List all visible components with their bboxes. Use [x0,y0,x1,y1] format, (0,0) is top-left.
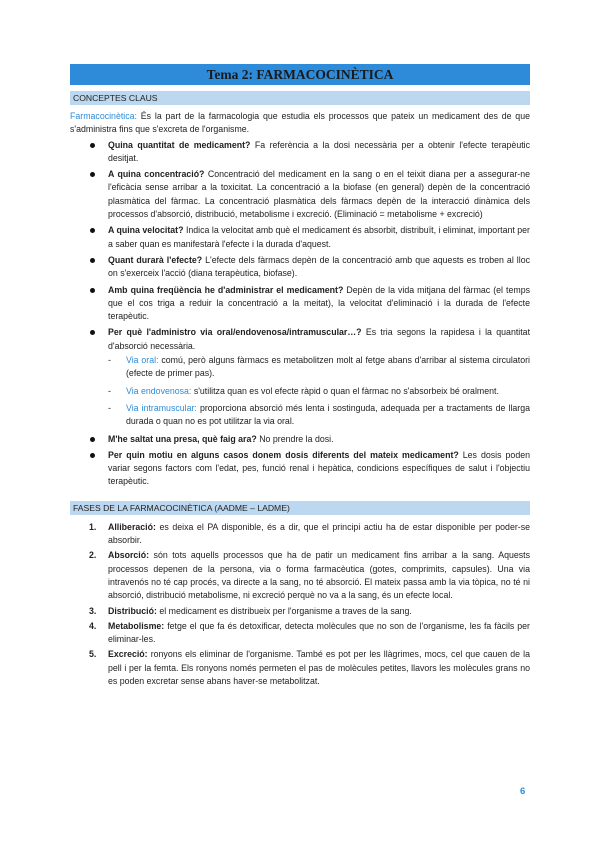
list-item [70,139,530,166]
phase-text: es deixa el PA disponible, és a dir, que el principi actiu ha de estar disponible per poder-se absorbir. [108,521,530,546]
list-item [70,284,530,324]
phase-item [70,521,530,548]
bullet-icon [90,228,95,233]
phase-term: Alliberació: [108,521,156,532]
bullet-icon [90,258,95,263]
phase-number: 2. [89,550,97,561]
section-heading-fases: FASES DE LA FARMACOCINÈTICA (AADME – LADME) [70,501,530,515]
page-number: 6 [520,786,526,797]
route-text: s'utilitza quan es vol efecte ràpid o quan el fàrmac no s'absorbeix bé oralment. [191,385,499,396]
route-name: Via oral: [126,355,159,366]
phase-number: 5. [89,649,97,660]
routes-list [108,354,530,428]
answer: Les dosis poden variar segons factors com l'edat, pes, funció renal i hepàtica, condicions específiques de salut i l'objectiu terapèutic. [108,449,530,487]
answer: Es tria segons la rapidesa i la quantitat d'absorció necessària. [108,327,531,351]
answer: No prendre la dosi. [256,433,334,444]
phase-number: 4. [89,620,97,631]
answer: Fa referència a la dosi necessària per a obtenir l'efecte terapèutic desitjat. [108,139,531,163]
title-bar [70,64,530,85]
phase-item [70,648,530,688]
intro-term: Farmacocinètica: [70,111,137,121]
phase-number: 3. [89,605,97,616]
question: Amb quina freqüència he d'administrar el medicament? [108,284,344,295]
phase-text: ronyons els eliminar de l'organisme. També es pot per les llàgrimes, mocs, cel que cauen de la pell i per la femta. Els ronyons només permeten el pas de molècules petites, llavors les molècules grans no es poden excretar sense abans haver-se metabolitzat. [108,649,530,686]
page-title: Tema 2: FARMACOCINÈTICA [206,67,394,82]
phases-list [70,521,530,689]
question: Quina quantitat de medicament? [108,139,251,150]
list-item [70,326,530,428]
dash-marker: - [108,402,111,413]
route-item [108,354,530,381]
section-heading-conceptes: CONCEPTES CLAUS [70,91,530,105]
phase-item [70,605,530,618]
key-concepts-list [70,139,530,489]
question: A quina concentració? [108,169,205,180]
answer: Depèn de la vida mitjana del fàrmac (el temps que el cos triga a reduir la concentració a la meitat), la velocitat d'eliminació i la durada de l'efecte terapèutic. [108,284,530,322]
list-item [70,433,530,446]
answer: Concentració del medicament en la sang o en el teixit diana per a assegurar-ne l'eficàcia sense arribar a la toxicitat. La concentració a la biofase (en general) depèn de la concentració plasmàtica del fàrmac. La concentració plasmàtica dels fàrmacs depèn de la interacció dinàmica dels processos d'absorció, distribució, metabolisme i excreció. (Eliminació = metabolisme + excreció) [108,169,530,220]
route-name: Via intramuscular: [126,402,197,413]
list-item [70,168,530,221]
route-text: proporciona absorció més lenta i sostinguda, adequada per a tractaments de llarga durada o quan no es pot utilitzar la via oral. [126,402,530,427]
phase-text: són tots aquells processos que ha de patir un medicament fins arribar a la sang. Aquests processos depenen de la persona, via o forma farmacèutica (gotes, comprimits, capsules). Una via intravenós no té cap procés, va directe a la sang, no té absorció. El mateix passa amb la via tòpica, no té ni absorció, distribució metabolisme, ni excreció perquè no va a la sang, és un efecte local. [108,550,530,601]
dash-marker: - [108,385,111,396]
bullet-icon [90,453,95,458]
question: Quant durarà l'efecte? [108,254,203,265]
phase-item [70,620,530,647]
intro-paragraph [70,110,530,137]
bullet-icon [90,437,95,442]
question: A quina velocitat? [108,225,184,236]
phase-item [70,549,530,602]
list-item [70,254,530,281]
phase-term: Absorció: [108,550,150,561]
phase-text: el medicament es distribueix per l'organisme a traves de la sang. [156,605,412,616]
phase-term: Metabolisme: [108,620,165,631]
phase-number: 1. [89,521,97,532]
intro-text: És la part de la farmacologia que estudia els processos que pateix un medicament des de que s'administra fins que s'excreta de l'organisme. [70,111,530,135]
list-item [70,449,530,489]
document-page [70,64,530,690]
phase-text: fetge el que fa és detoxificar, detecta molècules que no son de l'organisme, les fa fàcils per eliminar-les. [108,620,530,645]
question: Per què l'administro via oral/endovenosa/intramuscular…? [108,327,362,338]
route-item [108,385,530,398]
route-text: comú, però alguns fàrmacs es metabolitzen molt al fetge abans d'arribar al sistema circulatori (efecte de primer pas). [126,355,530,379]
phase-term: Distribució: [108,605,157,616]
bullet-icon [90,172,95,177]
question: M'he saltat una presa, què faig ara? [108,433,257,444]
dash-marker: - [108,355,111,366]
bullet-icon [90,143,95,148]
answer: Indica la velocitat amb què el medicament és absorbit, distribuït, i eliminat, important per a saber quan es manifestarà l'efecte i la durada d'aquest. [108,225,530,249]
answer: L'efecte dels fàrmacs depèn de la concentració amb que aquests es troben al lloc on s'exerceix l'acció (diana terapèutica, biofase). [108,254,530,279]
bullet-icon [90,288,95,293]
route-name: Via endovenosa: [126,385,192,396]
bullet-icon [90,330,95,335]
phase-term: Excreció: [108,649,148,660]
route-item [108,402,530,429]
list-item [70,224,530,251]
question: Per quin motiu en alguns casos donem dosis diferents del mateix medicament? [108,449,459,460]
